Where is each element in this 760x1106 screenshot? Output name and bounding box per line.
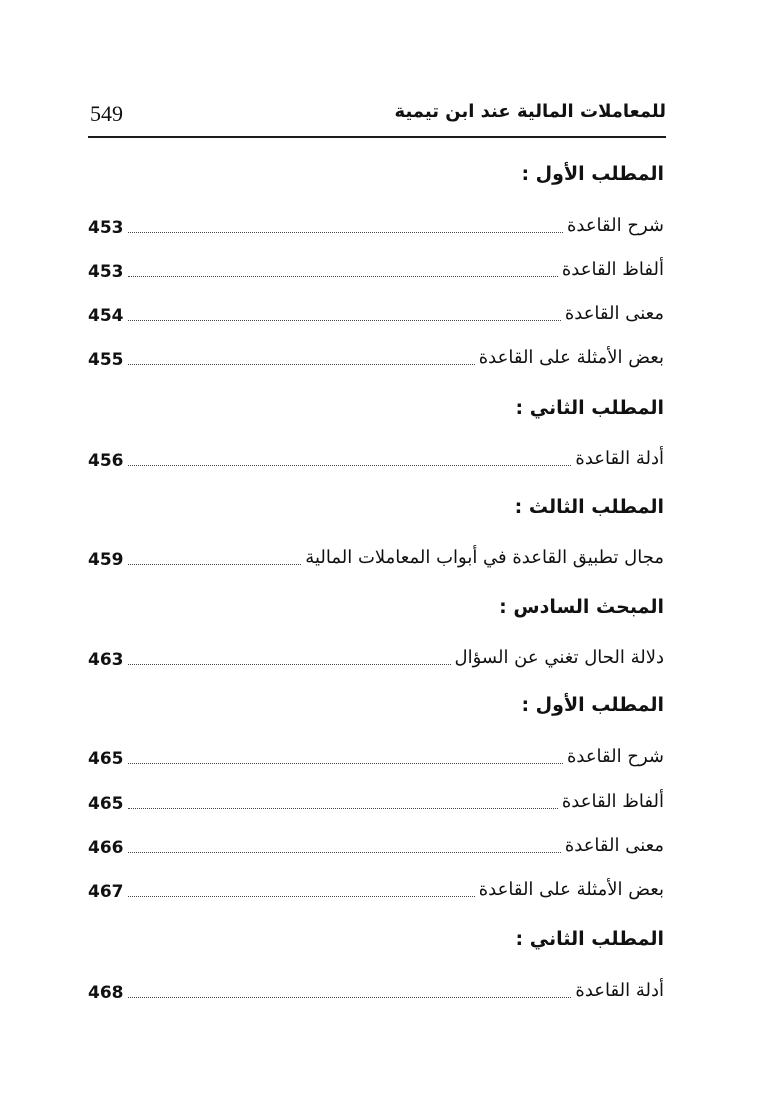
dot-leader: [128, 896, 475, 897]
toc-entry-page: 454: [88, 306, 124, 326]
toc-entry-page: 467: [88, 882, 124, 902]
toc-entry-title: معنى القاعدة: [564, 303, 664, 324]
toc-entry: [88, 641, 664, 671]
toc-heading: المطلب الأول :: [521, 694, 664, 716]
dot-leader: [128, 664, 451, 665]
toc-entry-page: 463: [88, 650, 124, 670]
dot-leader: [128, 808, 558, 809]
toc-entry-title: مجال تطبيق القاعدة في أبواب المعاملات المالية: [305, 547, 664, 568]
toc-heading: المطلب الثاني :: [515, 397, 664, 419]
page-number: 549: [90, 101, 123, 126]
toc-entry-page: 465: [88, 749, 124, 769]
dot-leader: [128, 763, 563, 764]
dot-leader: [128, 364, 475, 365]
dot-leader: [128, 276, 558, 277]
toc-entry-page: 453: [88, 262, 124, 282]
toc-entry: [88, 253, 664, 283]
toc-entry: [88, 740, 664, 770]
toc-entry-title: دلالة الحال تغني عن السؤال: [454, 647, 664, 668]
running-title: للمعاملات المالية عند ابن تيمية: [394, 101, 666, 122]
toc-entry: [88, 974, 664, 1004]
toc-entry-title: بعض الأمثلة على القاعدة: [478, 347, 664, 368]
toc-entry-page: 468: [88, 983, 124, 1003]
dot-leader: [128, 564, 301, 565]
toc-heading: المطلب الثالث :: [514, 496, 664, 518]
toc-entry-page: 455: [88, 350, 124, 370]
toc-entry-page: 465: [88, 794, 124, 814]
toc-entry: [88, 297, 664, 327]
toc-entry-page: 453: [88, 218, 124, 238]
toc-entry: [88, 829, 664, 859]
toc-entry-title: شرح القاعدة: [566, 746, 664, 767]
toc-entry-title: أدلة القاعدة: [575, 448, 664, 469]
toc-entry-title: شرح القاعدة: [566, 215, 664, 236]
toc-entry-title: ألفاظ القاعدة: [561, 259, 664, 280]
header-rule: [88, 136, 666, 138]
toc-entry-title: أدلة القاعدة: [575, 980, 664, 1001]
toc-heading: المطلب الأول :: [521, 163, 664, 185]
toc-entry-title: معنى القاعدة: [564, 835, 664, 856]
dot-leader: [128, 465, 571, 466]
toc-heading: المبحث السادس :: [499, 596, 664, 618]
toc-entry: [88, 442, 664, 472]
page-header: [88, 96, 666, 132]
toc-entry-page: 459: [88, 550, 124, 570]
toc-entry: [88, 209, 664, 239]
dot-leader: [128, 320, 561, 321]
toc-entry: [88, 873, 664, 903]
toc-entry-page: 456: [88, 451, 124, 471]
toc-entry-title: ألفاظ القاعدة: [561, 791, 664, 812]
dot-leader: [128, 232, 563, 233]
dot-leader: [128, 852, 561, 853]
toc-heading: المطلب الثاني :: [515, 928, 664, 950]
toc-entry: [88, 341, 664, 371]
toc-entry: [88, 785, 664, 815]
dot-leader: [128, 997, 571, 998]
toc-entry: [88, 541, 664, 571]
toc-entry-page: 466: [88, 838, 124, 858]
toc-entry-title: بعض الأمثلة على القاعدة: [478, 879, 664, 900]
